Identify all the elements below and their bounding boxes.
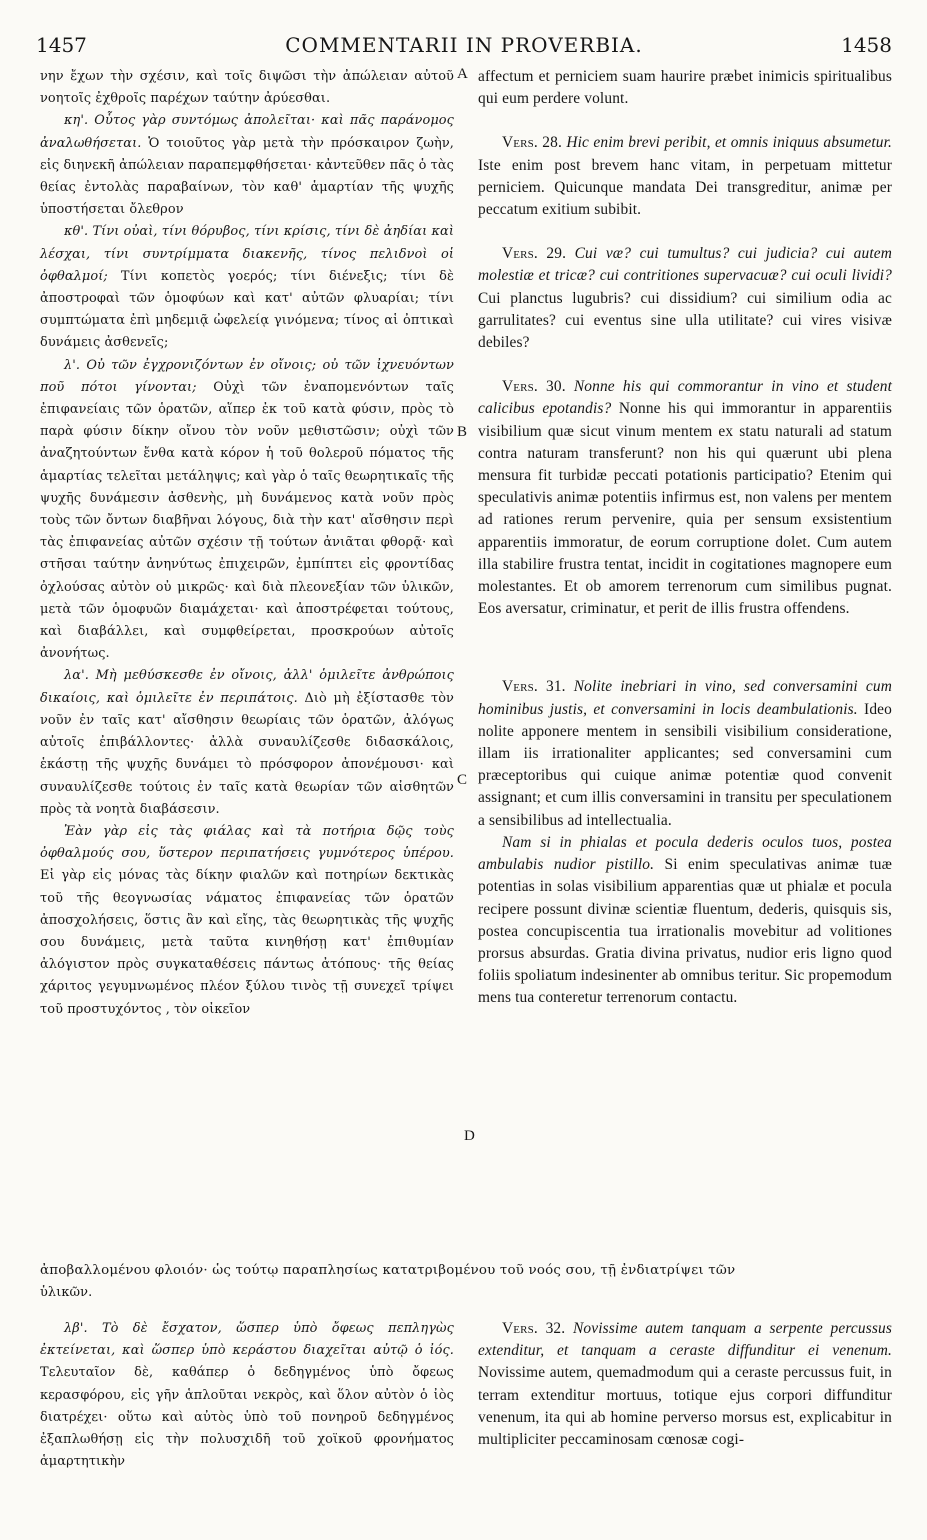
- latin-verse-heading: Novissime autem tanquam a serpente percussus extenditur, et tanquam a ceraste diffunditur ei venenum.: [478, 1320, 893, 1360]
- greek-verse-32-paragraph: [40, 1318, 454, 1473]
- greek-paragraph: νην ἔχων τὴν σχέσιν, καὶ τοῖς διψῶσι τὴν ἀπώλειαν αὐτοῦ νοητοῖς ἐχθροῖς παρέχων ταύτην ἀρύεσθαι.: [40, 69, 454, 107]
- greek-paragraph: ὑλικῶν.: [40, 1285, 93, 1300]
- latin-verse-29: [478, 243, 892, 354]
- latin-commentary: Ideo nolite apponere mentem in sensibili visibilium consideratione, illam iis irrationaliter applicantes; sed conversamini cum præceptoribus qui cuique animæ potentiæ quod convenit assignant; et cum illis conversamini in transitu per speculationem a sensibilibus ad intellectualia.: [478, 700, 892, 829]
- spacer: [478, 620, 892, 676]
- margin-marker-b: B: [457, 424, 468, 440]
- spacer: [478, 221, 892, 243]
- latin-verse-heading: Nam si in phialas et pocula dederis oculos tuos, postea ambulabis nudior pistillo.: [478, 833, 892, 874]
- latin-commentary: Novissime autem, quemadmodum qui a ceraste percussus fuit, in terram extenditur mortuus, totique ejus corpori diffunditur venenum, ita qui ab homine perverso morsus est, explicabitur in multipliciter peccaminosam cœnosæ cogi-: [478, 1364, 892, 1449]
- latin-verse-31: [478, 676, 892, 831]
- greek-verse-heading: κη'. Οὗτος γὰρ συντόμως ἀπολεῖται· καὶ πᾶς παράνομος ἀναλωθήσεται.: [40, 113, 454, 151]
- verse-label: Vers. 31.: [502, 678, 566, 696]
- greek-verse-heading: κθ'. Τίνι οὐαὶ, τίνι θόρυβος, τίνι κρίσις, τίνι δὲ ἀηδίαι καὶ λέσχαι, τίνι συντρίμματα διακενῆς, τίνος πελιδνοὶ οἱ ὀφθαλμοί;: [40, 224, 454, 284]
- greek-verse-28: [40, 110, 454, 221]
- latin-verse-heading: Nolite inebriari in vino, sed conversamini cum hominibus justis, et conversamini in locis deambulationis.: [478, 678, 893, 718]
- greek-commentary: Τίνι κοπετὸς γοερός; τίνι διένεξις; τίνι δὲ ἀποστροφαὶ τῶν ὁμοφύων καὶ κατ' αὐτῶν φλυαρίαι; τίνι συμπτώματα ἐπὶ μηδεμιᾷ ὠφελείᾳ γινόμενα; τίνος αἱ ὀπτικαὶ δυνάμεις ἀσθενεῖς;: [40, 268, 454, 351]
- greek-verse-heading: λα'. Μὴ μεθύσκεσθε ἐν οἴνοις, ἀλλ' ὁμιλεῖτε ἀνθρώποις δικαίοις, καὶ ὁμιλεῖτε ἐν περιπάτοις.: [40, 668, 454, 706]
- greek-verse-heading: λ'. Οὐ τῶν ἐγχρονιζόντων ἐν οἴνοις; οὐ τῶν ἰχνευόντων ποῦ πότοι γίνονται;: [40, 357, 454, 395]
- spanning-greek-line: ἀποβαλλομένου φλοιόν· ὡς τούτῳ παραπλησίως κατατριβομένου τοῦ νοός σου, τῇ ἐνδιατρίψει τῶν: [40, 1263, 736, 1278]
- greek-commentary: Οὐχὶ τῶν ἐναπομενόντων ταῖς ἐπιφανείαις τῶν ὁρατῶν, αἵπερ ἐκ τοῦ κατὰ φύσιν, πρὸς τὸ παρὰ φύσιν δίκην οἴνου τὸν νοῦν μεθιστῶσιν; οὐχὶ τῶν ἀναζητούντων ἔνθα κατὰ κόρον ἡ τοῦ θολεροῦ πόματος τῆς ἁμαρτίας τελεῖται μετάληψις; καὶ γὰρ ὁ ταῖς θεωρητικαῖς τῆς ψυχῆς δυνάμεσιν ἀσθενὴς, μὴ δυνάμενος κατὰ νοῦν πρὸς τοὺς τῶν ὄντων διαβῆναι λόγους, διὰ τὴν κατ' αἴσθησιν περὶ τὰς ἐπιφανείας αὐτῶν σχέσιν τῇ τούτων ἀνιᾶται φθορᾷ· καὶ στῆσαι ταύτην ἀνηνύτως ἐπιχειρῶν, ἐμπίπτει εἰς φροντίδας ὀχλούσας αὐτὸν οὐ μικρῶς· καὶ διὰ πλεονεξίαν τῶν ὑλικῶν, μετὰ τῶν ὁμοφυῶν διαμάχεται· καὶ ἀποστρέφεται τούτους, καὶ διαβάλλει, καὶ συμφθείρεται, προσκρούων αὐτοῖς ἀνονήτως.: [40, 379, 454, 662]
- latin-verse-30: [478, 376, 892, 620]
- page-number-right: 1458: [841, 33, 892, 57]
- latin-verse-31b: [478, 832, 892, 1010]
- page-header: [36, 33, 892, 63]
- greek-commentary: Εἰ γὰρ εἰς μόνας τὰς δίκην φιαλῶν καὶ ποτηρίων δεκτικὰς τοῦ τῆς θεογνωσίας νάματος ἐπιφανείας τῶν ὁρατῶν ἀποσχολήσεις, ὅστις ἂν καὶ εἴης, τὰς θεωρητικὰς τῆς ψυχῆς σου δυνάμεις, μετὰ ταῦτα κινηθήσῃ κατ' ἐπιθυμίαν ἀλόγιστον πρὸς συγκαταθέσεις πάντως ἀτόπους· τῆς θείας χάριτος γεγυμνωμένος πλέον ξύλου τινὸς τῇ συνεχεῖ τρίψει τοῦ προστυχόντος , τὸν οἰκεῖον: [40, 868, 454, 1017]
- latin-commentary: Iste enim post brevem hanc vitam, in perpetuam mittetur perniciem. Quicunque mandata Dei transgreditur, animæ per peccatum exitium subibit.: [478, 156, 892, 219]
- latin-verse-heading: Cui væ? cui tumultus? cui judicia? cui autem molestiæ et tricæ? cui contritiones supervacuæ? cui oculi lividi?: [478, 245, 892, 285]
- latin-commentary: Cui planctus lugubris? cui dissidium? cui similium odia ac garrulitates? cui eventus sine ulla utilitate? cui vires visivæ debiles?: [478, 289, 892, 352]
- greek-verse-31b: [40, 821, 454, 1021]
- greek-verse-32: [40, 1318, 454, 1473]
- spacer: [478, 110, 892, 132]
- running-title: COMMENTARII IN PROVERBIA.: [285, 33, 643, 57]
- verse-label: Vers. 29.: [502, 245, 567, 263]
- greek-verse-30: [40, 355, 454, 666]
- latin-verse-heading: Hic enim brevi peribit, et omnis iniquus absumetur.: [566, 134, 893, 152]
- verse-label: Vers. 30.: [502, 378, 566, 396]
- latin-verse-32: [478, 1318, 892, 1451]
- latin-verse-28: [478, 132, 892, 221]
- greek-verse-31: [40, 665, 454, 820]
- greek-commentary: Ὁ τοιοῦτος γὰρ μετὰ τὴν πρόσκαιρον ζωὴν, εἰς διηνεκῆ ἀπώλειαν παραπεμφθήσεται· κἀντεῦθεν πᾶς ὁ τὰς θείας ἐντολὰς παραβαίνων, τὸν καθ' ἁμαρτίαν τῆς ψυχῆς ὑποστήσεται ὄλεθρον: [40, 135, 454, 218]
- greek-column-bottom: [40, 1282, 454, 1304]
- greek-verse-29: [40, 221, 454, 354]
- latin-commentary: Si enim speculativas animæ tuæ potentias in solas visibilium apparentias quæ ut phialæ et pocula recipere possunt divinæ scientiæ fluentum, dederis, quisquis sis, postea concupiscentia tua irrationalis movebitur ad volitiones prorsus absurdas. Gratia divina privatus, nudior eris ligno quod foliis spoliatum indesinenter ab omnibus teritur. Sic propemodum mens tua conteretur terrenorum contactu.: [478, 856, 892, 1007]
- margin-marker-a: A: [457, 66, 468, 82]
- verse-label: Vers. 32.: [502, 1320, 566, 1337]
- greek-verse-heading: Ἐὰν γὰρ εἰς τὰς φιάλας καὶ τὰ ποτήρια δῷς τοὺς ὀφθαλμούς σου, ὕστερον περιπατήσεις γυμνότερος ὑπέρου.: [40, 823, 454, 862]
- greek-column: [40, 66, 454, 1021]
- greek-verse-heading: λβ'. Τὸ δὲ ἔσχατον, ὥσπερ ὑπὸ ὄφεως πεπληγὼς ἐκτείνεται, καὶ ὥσπερ ὑπὸ κεράστου διαχεῖται αὐτῷ ὁ ἰός.: [40, 1321, 454, 1359]
- margin-marker-d: D: [464, 1128, 475, 1144]
- latin-verse-32-paragraph: [478, 1318, 892, 1451]
- verse-label: Vers. 28.: [502, 134, 562, 152]
- latin-paragraph: affectum et perniciem suam haurire præbet inimicis spiritualibus qui eum perdere volunt.: [478, 68, 892, 108]
- latin-column: [478, 66, 892, 1010]
- margin-marker-c: C: [457, 772, 468, 788]
- spacer: [478, 354, 892, 376]
- latin-commentary: Nonne his qui immorantur in apparentiis visibilium quæ sicut vinum mentem ex statu naturali ad statum contra naturam transferunt? non his qui quærunt ubi plena mensura fit turbidæ peccati potationis participatio? Etenim qui speculativis animæ potentiis infirmus est, non valens per mentem ad rationes rerum pervenire, quia per sensum exsistentium apparentiis immoratur, de eorum corruptione dolet. Cum autem illa stabilire frustra tentat, incidit in cogitationes magnopere eum molestantes. Et ob amorem terrenorum cum similibus pugnat. Eos aversatur, criminatur, et perit de illis frustra offendens.: [478, 400, 892, 618]
- page-number-left: 1457: [36, 33, 87, 57]
- greek-commentary: Τελευταῖον δὲ, καθάπερ ὁ δεδηγμένος ὑπὸ ὄφεως κερασφόρου, εἰς γῆν ἁπλοῦται νεκρὸς, καὶ ὅλον αὐτὸν ὁ ἰὸς διατρέχει· οὕτω καὶ αὐτὸς ὑπὸ τοῦ πονηροῦ δεδηγμένος ἐξαπλωθήσῃ εἰς τὴν πολυσχιδῆ τοῦ χοϊκοῦ φρονήματος ἁμαρτητικὴν: [40, 1365, 454, 1470]
- latin-verse-heading: Nonne his qui commorantur in vino et student calicibus epotandis?: [478, 378, 893, 418]
- greek-commentary: Διὸ μὴ ἐξίστασθε τὸν νοῦν ἐν ταῖς κατ' αἴσθησιν θεωρίαις τῶν ὁρατῶν, ἀλόγως αὐτοῖς ἐπιβάλλοντες· ἀλλὰ συναυλίζεσθε διδασκάλοις, ἑκάστῃ τῆς ψυχῆς δυνάμει τὸ πρόσφορον ἀπονέμουσι· καὶ συναυλίζεσθε τούτοις ἐν ταῖς κατὰ θεωρίαν τῶν αἰσθητῶν πρὸς τὰ νοητὰ διαβάσεσιν.: [40, 690, 454, 817]
